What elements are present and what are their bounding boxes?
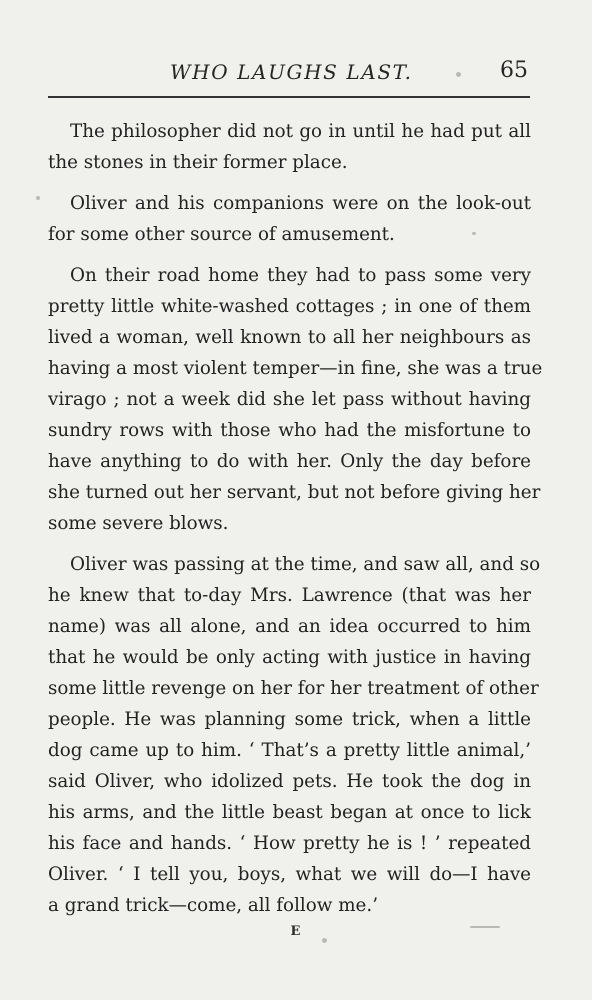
text-line: Oliver was passing at the time, and saw all, and so [70, 554, 541, 575]
text-line: Oliver. ‘ I tell you, boys, what we will do—I have [48, 864, 531, 885]
text-line: Oliver and his companions were on the look-out [70, 193, 531, 214]
text-line: a grand trick—come, all follow me.’ [48, 895, 378, 916]
text-line: sundry rows with those who had the misfortune to [48, 420, 531, 441]
paper-speck [322, 938, 327, 943]
text-line: for some other source of amusement. [48, 224, 395, 245]
signature-mark: E [290, 924, 302, 939]
text-line: have anything to do with her. Only the day before [48, 451, 531, 472]
text-line: his face and hands. ‘ How pretty he is ! ’ repeated [48, 833, 531, 854]
paper-speck [456, 72, 461, 77]
text-line: virago ; not a week did she let pass without having [48, 389, 531, 410]
running-title: WHO LAUGHS LAST. [170, 60, 413, 84]
paragraph [48, 188, 531, 250]
text-line: his arms, and the little beast began at once to lick [48, 802, 531, 823]
header-rule [48, 96, 530, 98]
text-line: said Oliver, who idolized pets. He took the dog in [48, 771, 531, 792]
text-line: some little revenge on her for her treatment of other [48, 678, 539, 699]
paragraph [48, 116, 531, 178]
text-line: pretty little white-washed cottages ; in one of them [48, 296, 531, 317]
paper-speck [470, 926, 500, 928]
text-line: he knew that to-day Mrs. Lawrence (that was her [48, 585, 531, 606]
text-line: having a most violent temper—in fine, she was a true [48, 358, 543, 379]
paper-speck [36, 196, 40, 200]
page-number: 65 [500, 58, 528, 83]
text-line: some severe blows. [48, 513, 229, 534]
paper-speck [472, 232, 476, 235]
text-line: On their road home they had to pass some very [70, 265, 531, 286]
text-line: that he would be only acting with justice in having [48, 647, 531, 668]
text-line: she turned out her servant, but not before giving her [48, 482, 541, 503]
paragraph [48, 260, 543, 539]
text-line: people. He was planning some trick, when a little [48, 709, 531, 730]
text-line: lived a woman, well known to all her neighbours as [48, 327, 531, 348]
body-text [48, 116, 543, 931]
text-line: the stones in their former place. [48, 152, 348, 173]
text-line: name) was all alone, and an idea occurred to him [48, 616, 531, 637]
paragraph [48, 549, 541, 921]
text-line: dog came up to him. ‘ That’s a pretty little animal,’ [48, 740, 531, 761]
text-line: The philosopher did not go in until he had put all [70, 121, 531, 142]
